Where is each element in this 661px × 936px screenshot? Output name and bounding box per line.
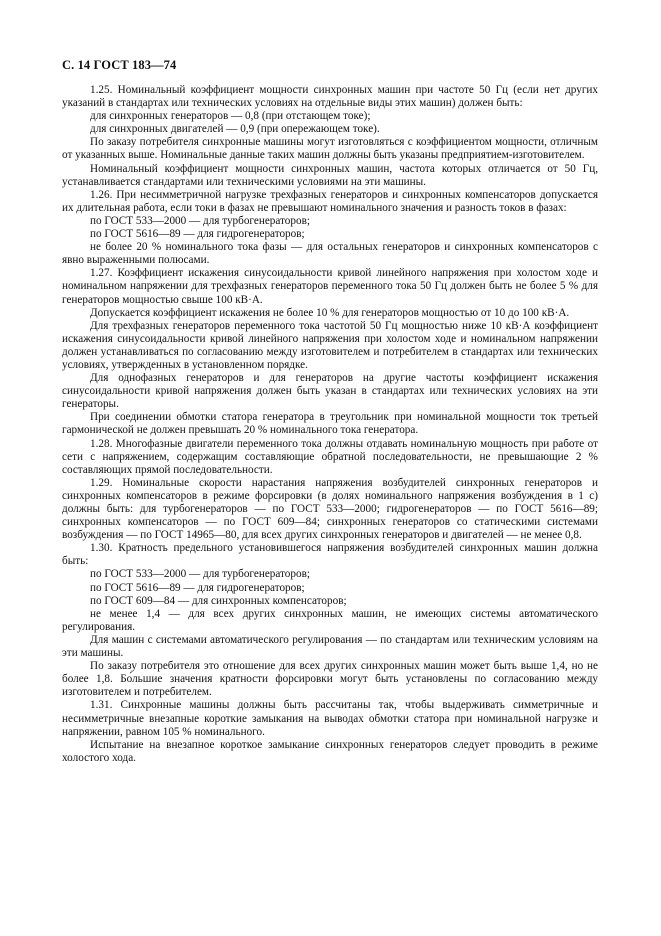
paragraph-1-28: 1.28. Многофазные двигатели переменного тока должны отдавать номинальную мощность при работе от сети с напряжением, содержащим составляющие обратной последовательности, не превышающие 2 % составляющих прямой последовательности.	[62, 437, 598, 476]
paragraph-1-30: 1.30. Кратность предельного установившегося напряжения возбудителей синхронных машин должна быть:	[62, 542, 598, 568]
paragraph-single-phase: Для однофазных генераторов и для генераторов на другие частоты коэффициент искажения синусоидальности кривой напряжения должен быть указан в стандартах или технических условиях на эти генераторы.	[62, 372, 598, 411]
paragraph-ratio-gost-5616: по ГОСТ 5616—89 — для гидрогенераторов;	[90, 581, 305, 594]
paragraph-gost-533-turbo: по ГОСТ 533—2000 — для турбогенераторов;	[90, 214, 310, 227]
paragraph-auto-regulation: Для машин с системами автоматического регулирования — по стандартам или техническим условиям на эти машины.	[62, 633, 598, 660]
paragraph-1-26: 1.26. При несимметричной нагрузке трехфазных генераторов и синхронных компенсаторов допускается их длительная работа, если токи в фазах не превышают номинального значения и разность токов в фазах:	[62, 188, 598, 214]
paragraph-ratio-gost-533: по ГОСТ 533—2000 — для турбогенераторов;	[90, 568, 310, 581]
paragraph-short-circuit-test: Испытание на внезапное короткое замыкание синхронных генераторов следует проводить в режиме холостого хода.	[62, 738, 598, 764]
paragraph-custom-pf: По заказу потребителя синхронные машины могут изготовляться с коэффициентом мощности, отличным от указанных выше. Номинальные данные таких машин должны быть указаны предприятием-изготовителем.	[62, 136, 598, 162]
page-header: С. 14 ГОСТ 183—74	[62, 58, 177, 72]
paragraph-motors-pf: для синхронных двигателей — 0,9 (при опережающем токе).	[90, 123, 380, 136]
paragraph-1-29: 1.29. Номинальные скорости нарастания напряжения возбудителей синхронных генераторов и синхронных компенсаторов в режиме форсировки (в долях номинального напряжения возбуждения в 1 с) должны быть: для турбогенераторов — по ГОСТ 533—2000; гидрогенераторов — по ГОСТ 5616—89; синхронных компенсаторов — по ГОСТ 609—84; синхронных генераторов со статическими системами возбуждения — по ГОСТ 14965—80, для всех других синхронных генераторов и двигателей — не менее 0,8.	[62, 476, 598, 542]
paragraph-ratio-1-4: не менее 1,4 — для всех других синхронных машин, не имеющих системы автоматического регулирования.	[62, 607, 598, 633]
paragraph-below-10kva: Для трехфазных генераторов переменного тока частотой 50 Гц мощностью ниже 10 кВ·А коэффициент искажения синусоидальности кривой линейного напряжения при холостом ходе и номинальном напряжении должен устанавливаться по согласованию между изготовителем и потребителем в стандартах или технических условиях, утвержденных в установленном порядке.	[62, 319, 598, 371]
paragraph-other-frequency-pf: Номинальный коэффициент мощности синхронных машин, частота которых отличается от 50 Гц, устанавливается стандартами или техническими условиями на эти машины.	[62, 162, 598, 188]
paragraph-ratio-custom: По заказу потребителя это отношение для всех других синхронных машин может быть выше 1,4, но не более 1,8. Бо́льшие значения кратности форсировки могут быть установлены по согласованию между изготовителем и потребителем.	[62, 660, 598, 699]
document-body	[62, 84, 598, 765]
paragraph-1-25: 1.25. Номинальный коэффициент мощности синхронных машин при частоте 50 Гц (если нет других указаний в стандартах или технических условиях на отдельные виды этих машин) должен быть:	[62, 84, 598, 110]
paragraph-10-percent: Допускается коэффициент искажения не более 10 % для генераторов мощностью от 10 до 100 кВ·А.	[90, 306, 570, 319]
paragraph-ratio-gost-609: по ГОСТ 609—84 — для синхронных компенсаторов;	[90, 594, 347, 607]
paragraph-delta-connection: При соединении обмотки статора генератора в треугольник при номинальной мощности ток третьей гармонической не должен превышать 20 % номинального тока генератора.	[62, 411, 598, 437]
paragraph-generators-pf: для синхронных генераторов — 0,8 (при отстающем токе);	[90, 110, 371, 123]
paragraph-1-27: 1.27. Коэффициент искажения синусоидальности кривой линейного напряжения при холостом ходе и номинальном напряжении для трехфазных генераторов переменного тока 50 Гц должен быть не более 5 % для генераторов мощностью свыше 100 кВ·А.	[62, 267, 598, 306]
paragraph-20-percent: не более 20 % номинального тока фазы — для остальных генераторов и синхронных компенсаторов с явно выраженными полюсами.	[62, 241, 598, 267]
paragraph-gost-5616-hydro: по ГОСТ 5616—89 — для гидрогенераторов;	[90, 228, 305, 241]
paragraph-1-31: 1.31. Синхронные машины должны быть рассчитаны так, чтобы выдерживать симметричные и несимметричные внезапные короткие замыкания на выводах обмотки статора при номинальной нагрузке и напряжении, равном 105 % номинального.	[62, 699, 598, 738]
